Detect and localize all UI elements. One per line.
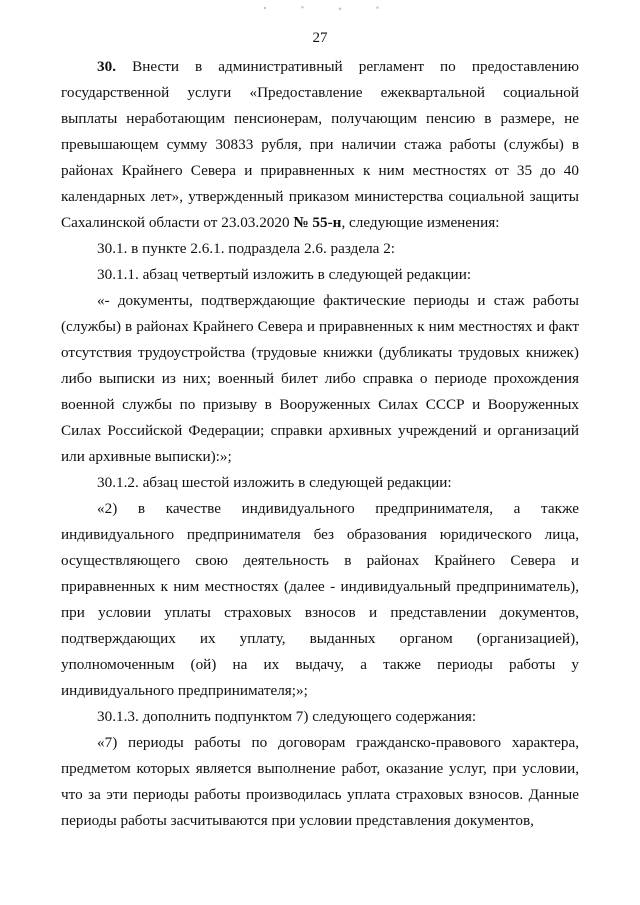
paragraph-30-1: 30.1. в пункте 2.6.1. подраздела 2.6. раздела 2:	[97, 240, 396, 257]
paragraph-30-1-2-quote: «2) в качестве индивидуального предпринимателя, а также индивидуального предпринимателя без образования юридического лица, осуществляющего свою деятельность в районах Крайнего Севера и приравненных к ним местностях (далее - индивидуальный предприниматель), при условии уплаты страховых взносов и представлении документов, подтверждающих их уплату, выданных органом (организацией), уполномоченным (ой) на их выдачу, а также периоды работы у индивидуального предпринимателя;»;	[61, 500, 579, 699]
scan-artifact	[250, 4, 400, 12]
paragraph-30	[61, 54, 579, 236]
paragraph-30-text: Внести в административный регламент по предоставлению государственной услуги «Предоставление ежеквартальной социальной выплаты неработающим пенсионерам, получающим пенсию в размере, не превышающем сумму 30833 рубля, при наличии стажа работы (службы) в районах Крайнего Севера и приравненных к ним местностях от 35 до 40 календарных лет», утвержденный приказом министерства социальной защиты Сахалинской области от 23.03.2020	[61, 58, 580, 231]
paragraph-30-1-3: 30.1.3. дополнить подпунктом 7) следующего содержания:	[97, 708, 477, 725]
page-number: 27	[312, 30, 328, 46]
item-number-30: 30.	[97, 58, 116, 75]
paragraph-30-1-3-quote: «7) периоды работы по договорам гражданско-правового характера, предметом которых является выполнение работ, оказание услуг, при условии, что за эти периоды работы производилась уплата страховых взносов. Данные периоды работы засчитываются при условии представления документов,	[61, 734, 579, 829]
paragraph-30-tail: , следующие изменения:	[341, 214, 500, 231]
paragraph-30-1-1: 30.1.1. абзац четвертый изложить в следующей редакции:	[97, 266, 472, 283]
order-number: № 55-н	[293, 214, 342, 231]
document-body	[61, 54, 579, 834]
paragraph-30-1-1-quote: «- документы, подтверждающие фактические периоды и стаж работы (службы) в районах Крайнего Севера и приравненных к ним местностях и факт отсутствия трудоустройства (трудовые книжки (дубликаты трудовых книжек) либо выписки из них; военный билет либо справка о периоде прохождения военной службы по призыву в Вооруженных Силах СССР и Вооруженных Силах Российской Федерации; справки архивных учреждений и организаций или архивные выписки):»;	[61, 292, 579, 465]
paragraph-30-1-2: 30.1.2. абзац шестой изложить в следующей редакции:	[97, 474, 452, 491]
